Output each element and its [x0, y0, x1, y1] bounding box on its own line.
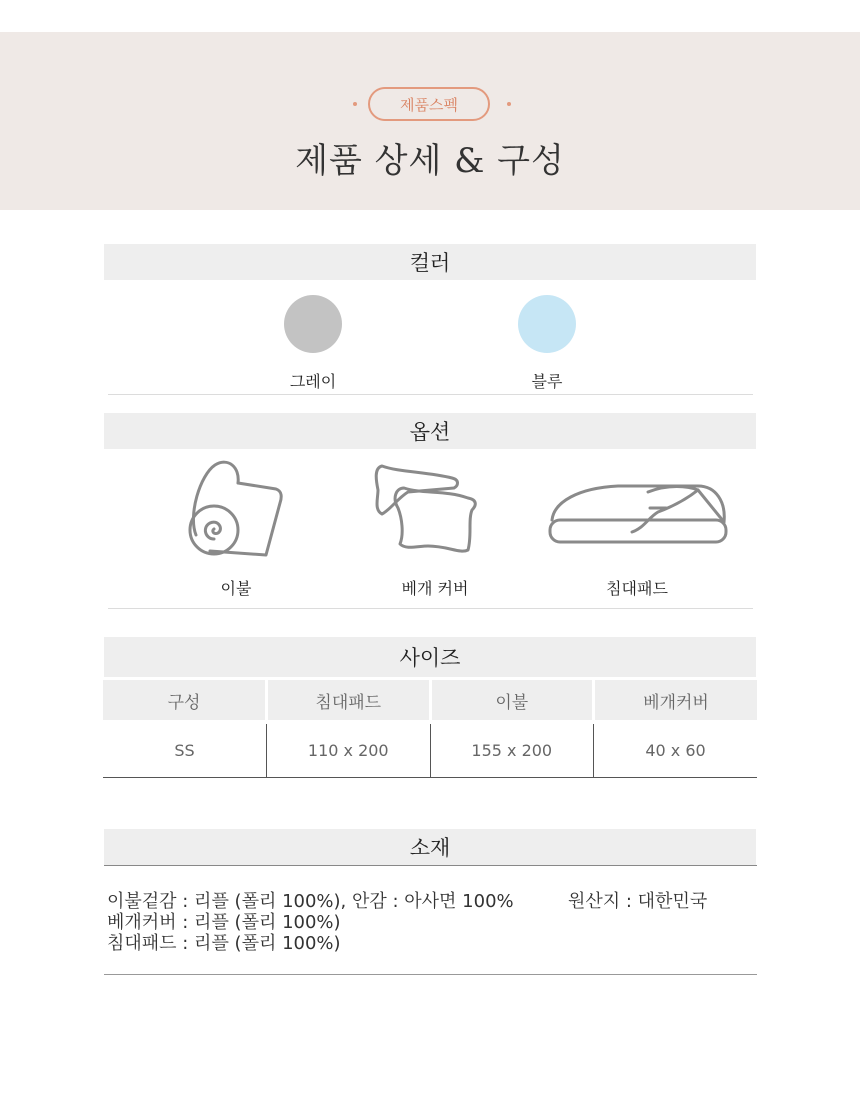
color-section-title: 컬러: [104, 244, 756, 280]
size-table-header-row: [103, 680, 757, 722]
size-table: [103, 680, 757, 778]
badge-left-dot: [353, 102, 357, 106]
material-line-bed-pad: 침대패드 : 리플 (폴리 100%): [107, 933, 341, 954]
pillows-icon: [368, 458, 483, 562]
size-header-pillow-cover: 베개커버: [594, 680, 758, 722]
color-divider: [108, 394, 753, 395]
option-label-pillow-cover: 베개 커버: [401, 579, 469, 598]
option-section-title: 옵션: [104, 413, 756, 449]
color-swatch-blue: [518, 295, 576, 353]
size-cell-composition: SS: [103, 722, 267, 778]
size-cell-bed-pad: 110 x 200: [267, 722, 431, 778]
size-header-bed-pad: 침대패드: [267, 680, 431, 722]
badge-right-dot: [507, 102, 511, 106]
spec-badge-label: 제품스펙: [400, 95, 458, 114]
size-header-composition: 구성: [103, 680, 267, 722]
page-title: 제품 상세 & 구성: [295, 141, 565, 181]
material-line-pillow: 베개커버 : 리플 (폴리 100%): [107, 912, 341, 933]
material-top-rule: [104, 865, 757, 866]
origin-text: 원산지 : 대한민국: [568, 891, 708, 912]
spec-badge: [368, 87, 490, 121]
option-label-blanket: 이불: [220, 579, 252, 598]
color-label-blue: 블루: [531, 372, 563, 391]
color-label-gray: 그레이: [289, 372, 337, 391]
size-section-title: 사이즈: [104, 637, 756, 677]
bed-pad-icon: [548, 482, 728, 546]
rolled-blanket-icon: [180, 455, 290, 565]
spec-header-banner: [0, 32, 860, 210]
material-line-blanket: 이불겉감 : 리플 (폴리 100%), 안감 : 아사면 100%: [107, 891, 514, 912]
option-divider: [108, 608, 753, 609]
material-section-title: 소재: [104, 829, 756, 865]
size-cell-blanket: 155 x 200: [430, 722, 594, 778]
table-row: [103, 722, 757, 778]
material-bottom-rule: [104, 974, 757, 975]
size-header-blanket: 이불: [430, 680, 594, 722]
size-cell-pillow-cover: 40 x 60: [594, 722, 758, 778]
color-swatch-gray: [284, 295, 342, 353]
option-label-bed-pad: 침대패드: [606, 579, 668, 598]
